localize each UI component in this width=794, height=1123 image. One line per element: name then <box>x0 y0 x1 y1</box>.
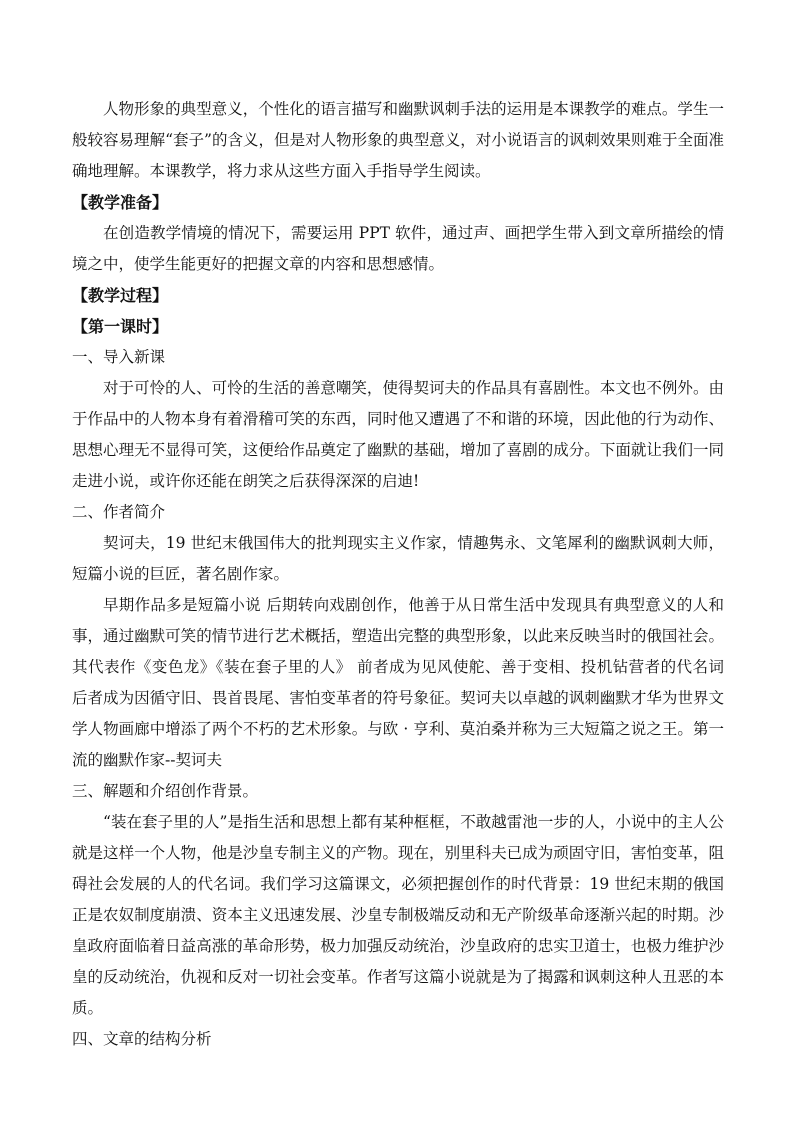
paragraph-author-intro: 契诃夫，19 世纪末俄国伟大的批判现实主义作家，情趣隽永、文笔犀利的幽默讽刺大师，短篇小说的巨匠，著名剧作家。 <box>72 534 724 583</box>
heading-first-lesson: 【第一课时】 <box>72 317 169 336</box>
section-background: 三、解题和介绍创作背景。 <box>72 782 259 800</box>
paragraph-introduction: 对于可怜的人、可怜的生活的善意嘲笑，使得契诃夫的作品具有喜剧性。本文也不例外。由于作品中的人物本身有着滑稽可笑的东西，同时他又遭遇了不和谐的环境，因此他的行为动作、思想心理无不显得可笑，这便给作品奠定了幽默的基础，增加了喜剧的成分。下面就让我们一同走进小说，或许你还能在朗笑之后获得深深的启迪! <box>72 379 724 490</box>
paragraph-background: “装在套子里的人”是指生活和思想上都有某种框框，不敢越雷池一步的人，小说中的主人公就是这样一个人物，他是沙皇专制主义的产物。现在，别里科夫已成为顽固守旧，害怕变革，阻碍社会发展的人的代名词。我们学习这篇课文，必须把握创作的时代背景：19 世纪末期的俄国正是农奴制度崩溃、资本主义迅速发展、沙皇专制极端反动和无产阶级革命逐渐兴起的时期。沙皇政府面临着日益高涨的革命形势，极力加强反动统治，沙皇政府的忠实卫道士，也极力维护沙皇的反动统治，仇视和反对一切社会变革。作者写这篇小说就是为了揭露和讽刺这种人丑恶的本质。 <box>72 813 724 1017</box>
heading-teaching-preparation: 【教学准备】 <box>72 193 169 212</box>
section-structure: 四、文章的结构分析 <box>72 1030 212 1048</box>
document-page <box>72 94 724 1055</box>
section-introduction: 一、导入新课 <box>72 348 166 366</box>
section-author: 二、作者简介 <box>72 503 166 521</box>
paragraph-author-works: 早期作品多是短篇小说 后期转向戏剧创作，他善于从日常生活中发现具有典型意义的人和事，通过幽默可笑的情节进行艺术概括，塑造出完整的典型形象，以此来反映当时的俄国社会。其代表作《变色龙》《装在套子里的人》 前者成为见风使舵、善于变相、投机钻营者的代名词 后者成为因循守旧、畏首畏尾、害怕变革者的符号象征。契诃夫以卓越的讽刺幽默才华为世界文学人物画廊中增添了两个不朽的艺术形象。与欧 · 亨利、莫泊桑并称为三大短篇之说之王。第一流的幽默作家--契诃夫 <box>72 596 724 769</box>
heading-teaching-process: 【教学过程】 <box>72 286 169 305</box>
paragraph-difficulty: 人物形象的典型意义，个性化的语言描写和幽默讽刺手法的运用是本课教学的难点。学生一般较容易理解“套子”的含义，但是对人物形象的典型意义，对小说语言的讽刺效果则难于全面准确地理解。本课教学，将力求从这些方面入手指导学生阅读。 <box>72 100 724 180</box>
paragraph-preparation: 在创造教学情境的情况下，需要运用 PPT 软件，通过声、画把学生带入到文章所描绘的情境之中，使学生能更好的把握文章的内容和思想感情。 <box>72 224 724 273</box>
